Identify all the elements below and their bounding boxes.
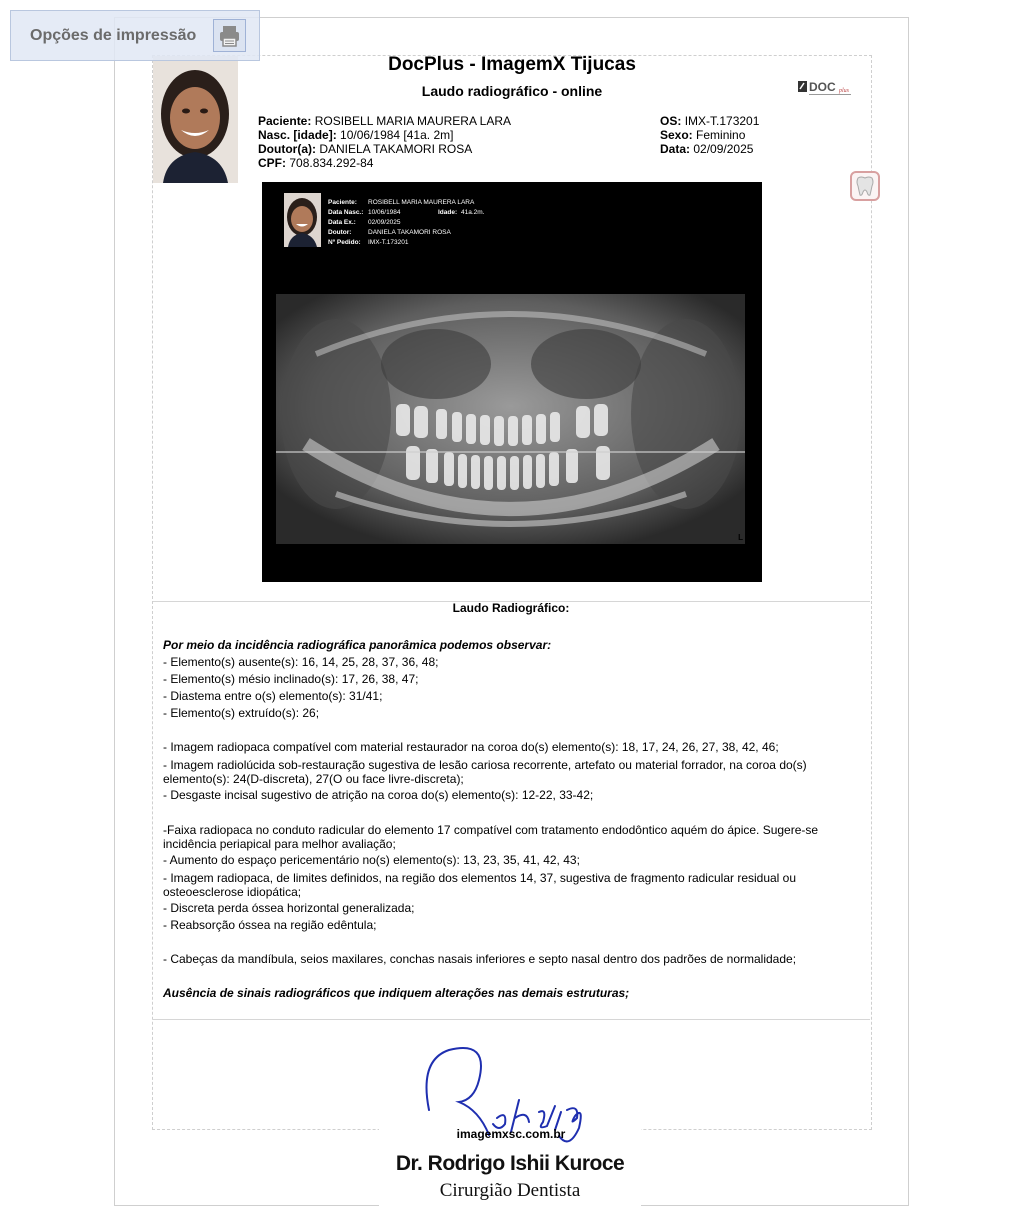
- sex-value: Feminino: [696, 128, 746, 142]
- tooth-chart-button[interactable]: [850, 171, 880, 201]
- printer-icon: [214, 20, 245, 51]
- signer-name: Dr. Rodrigo Ishii Kuroce: [395, 1152, 625, 1175]
- xray-order-value: IMX-T.173201: [368, 239, 409, 246]
- finding-line: - Imagem radiolúcida sob-restauração sugestiva de lesão cariosa recorrente, artefato ou material forrador, na coroa do(s) elemento(s): 24(D-discreta), 27(O ou face livre-discreta);: [163, 758, 807, 786]
- print-button[interactable]: [213, 19, 246, 52]
- finding-line: - Discreta perda óssea horizontal generalizada;: [163, 901, 415, 915]
- order-info: [660, 114, 759, 156]
- report-subtitle: Laudo radiográfico - online: [421, 83, 603, 99]
- finding-line: - Reabsorção óssea na região edêntula;: [163, 918, 377, 932]
- doctor-label: Doutor(a):: [258, 142, 316, 156]
- findings-group-4: [163, 951, 853, 968]
- finding-line: - Imagem radiopaca, de limites definidos, na região dos elementos 14, 37, sugestiva de fragmento radicular residual ou osteoesclerose idiopática;: [163, 871, 797, 899]
- xray-header-values: [368, 198, 474, 248]
- xray-doctor-label: Doutor:: [328, 229, 352, 236]
- panoramic-radiograph: [276, 294, 745, 544]
- website-text: imagemxsc.com.br: [456, 1127, 566, 1141]
- print-options-bar[interactable]: [10, 10, 260, 61]
- finding-line: - Elemento(s) mésio inclinado(s): 17, 26, 38, 47;: [163, 672, 419, 686]
- tooth-icon: [852, 173, 878, 199]
- doctor-value: DANIELA TAKAMORI ROSA: [319, 142, 473, 156]
- xray-exam-label: Data Ex.:: [328, 219, 356, 226]
- xray-side-marker: L: [738, 533, 743, 542]
- clinic-title: DocPlus - ImagemX Tijucas: [388, 54, 636, 75]
- findings-group-2: [163, 739, 853, 804]
- finding-line: - Elemento(s) extruído(s): 26;: [163, 706, 320, 720]
- patient-name-label: Paciente:: [258, 114, 312, 128]
- patient-info: [258, 114, 511, 170]
- sex-label: Sexo:: [660, 128, 693, 142]
- xray-age-label: Idade:: [438, 209, 458, 216]
- findings-group-1: [163, 654, 853, 722]
- patient-name: ROSIBELL MARIA MAURERA LARA: [314, 114, 511, 128]
- finding-line: - Diastema entre o(s) elemento(s): 31/41;: [163, 689, 383, 703]
- finding-line: - Imagem radiopaca compatível com material restaurador na coroa do(s) elemento(s): 18, 17, 24, 26, 27, 38, 42, 46;: [163, 740, 779, 754]
- report-heading: Laudo Radiográfico:: [452, 601, 570, 615]
- xray-exam-value: 02/09/2025: [368, 219, 401, 226]
- xray-patient-value: ROSIBELL MARIA MAURERA LARA: [368, 199, 475, 206]
- svg-text:DOC: DOC: [809, 80, 836, 94]
- date-value: 02/09/2025: [693, 142, 754, 156]
- xray-age-value: 41a.2m.: [461, 209, 485, 216]
- finding-line: - Aumento do espaço pericementário no(s) elemento(s): 13, 23, 35, 41, 42, 43;: [163, 853, 580, 867]
- xray-patient-label: Paciente:: [328, 199, 357, 206]
- print-options-label: Opções de impressão: [30, 27, 197, 44]
- finding-line: - Elemento(s) ausente(s): 16, 14, 25, 28, 37, 36, 48;: [163, 655, 439, 669]
- report-body: [163, 637, 853, 1002]
- cpf-label: CPF:: [258, 156, 286, 170]
- date-label: Data:: [660, 142, 691, 156]
- finding-line: - Cabeças da mandíbula, seios maxilares, conchas nasais inferiores e septo nasal dentro dos padrões de normalidade;: [163, 952, 797, 966]
- cpf-value: 708.834.292-84: [289, 156, 374, 170]
- xray-header-labels: [328, 198, 363, 248]
- xray-doctor-value: DANIELA TAKAMORI ROSA: [368, 229, 451, 236]
- report-intro: Por meio da incidência radiográfica panorâmica podemos observar:: [163, 638, 552, 652]
- signature-divider: [153, 1019, 870, 1020]
- xray-birth-value: 10/06/1984: [368, 209, 401, 216]
- finding-line: -Faixa radiopaca no conduto radicular do elemento 17 compatível com tratamento endodôntico aquém do ápice. Sugere-se incidência periapical para melhor avaliação;: [163, 823, 819, 851]
- xray-birth-label: Data Nasc.:: [328, 209, 364, 216]
- birth-label: Nasc. [idade]:: [258, 128, 337, 142]
- docplus-logo: [797, 78, 853, 98]
- finding-line: - Desgaste incisal sugestivo de atrição na coroa do(s) elemento(s): 12-22, 33-42;: [163, 788, 594, 802]
- birth-value: 10/06/1984 [41a. 2m]: [340, 128, 454, 142]
- os-value: IMX-T.173201: [684, 114, 760, 128]
- patient-photo: [153, 56, 238, 183]
- xray-order-label: Nº Pedido:: [328, 239, 361, 246]
- xray-patient-thumbnail: [284, 193, 321, 247]
- signer-role: Cirurgião Dentista: [439, 1180, 581, 1201]
- report-conclusion: Ausência de sinais radiográficos que indiquem alterações nas demais estruturas;: [163, 986, 630, 1000]
- findings-group-3: [163, 823, 853, 934]
- xray-image: [262, 182, 762, 582]
- os-label: OS:: [660, 114, 682, 128]
- svg-text:plus: plus: [839, 88, 850, 94]
